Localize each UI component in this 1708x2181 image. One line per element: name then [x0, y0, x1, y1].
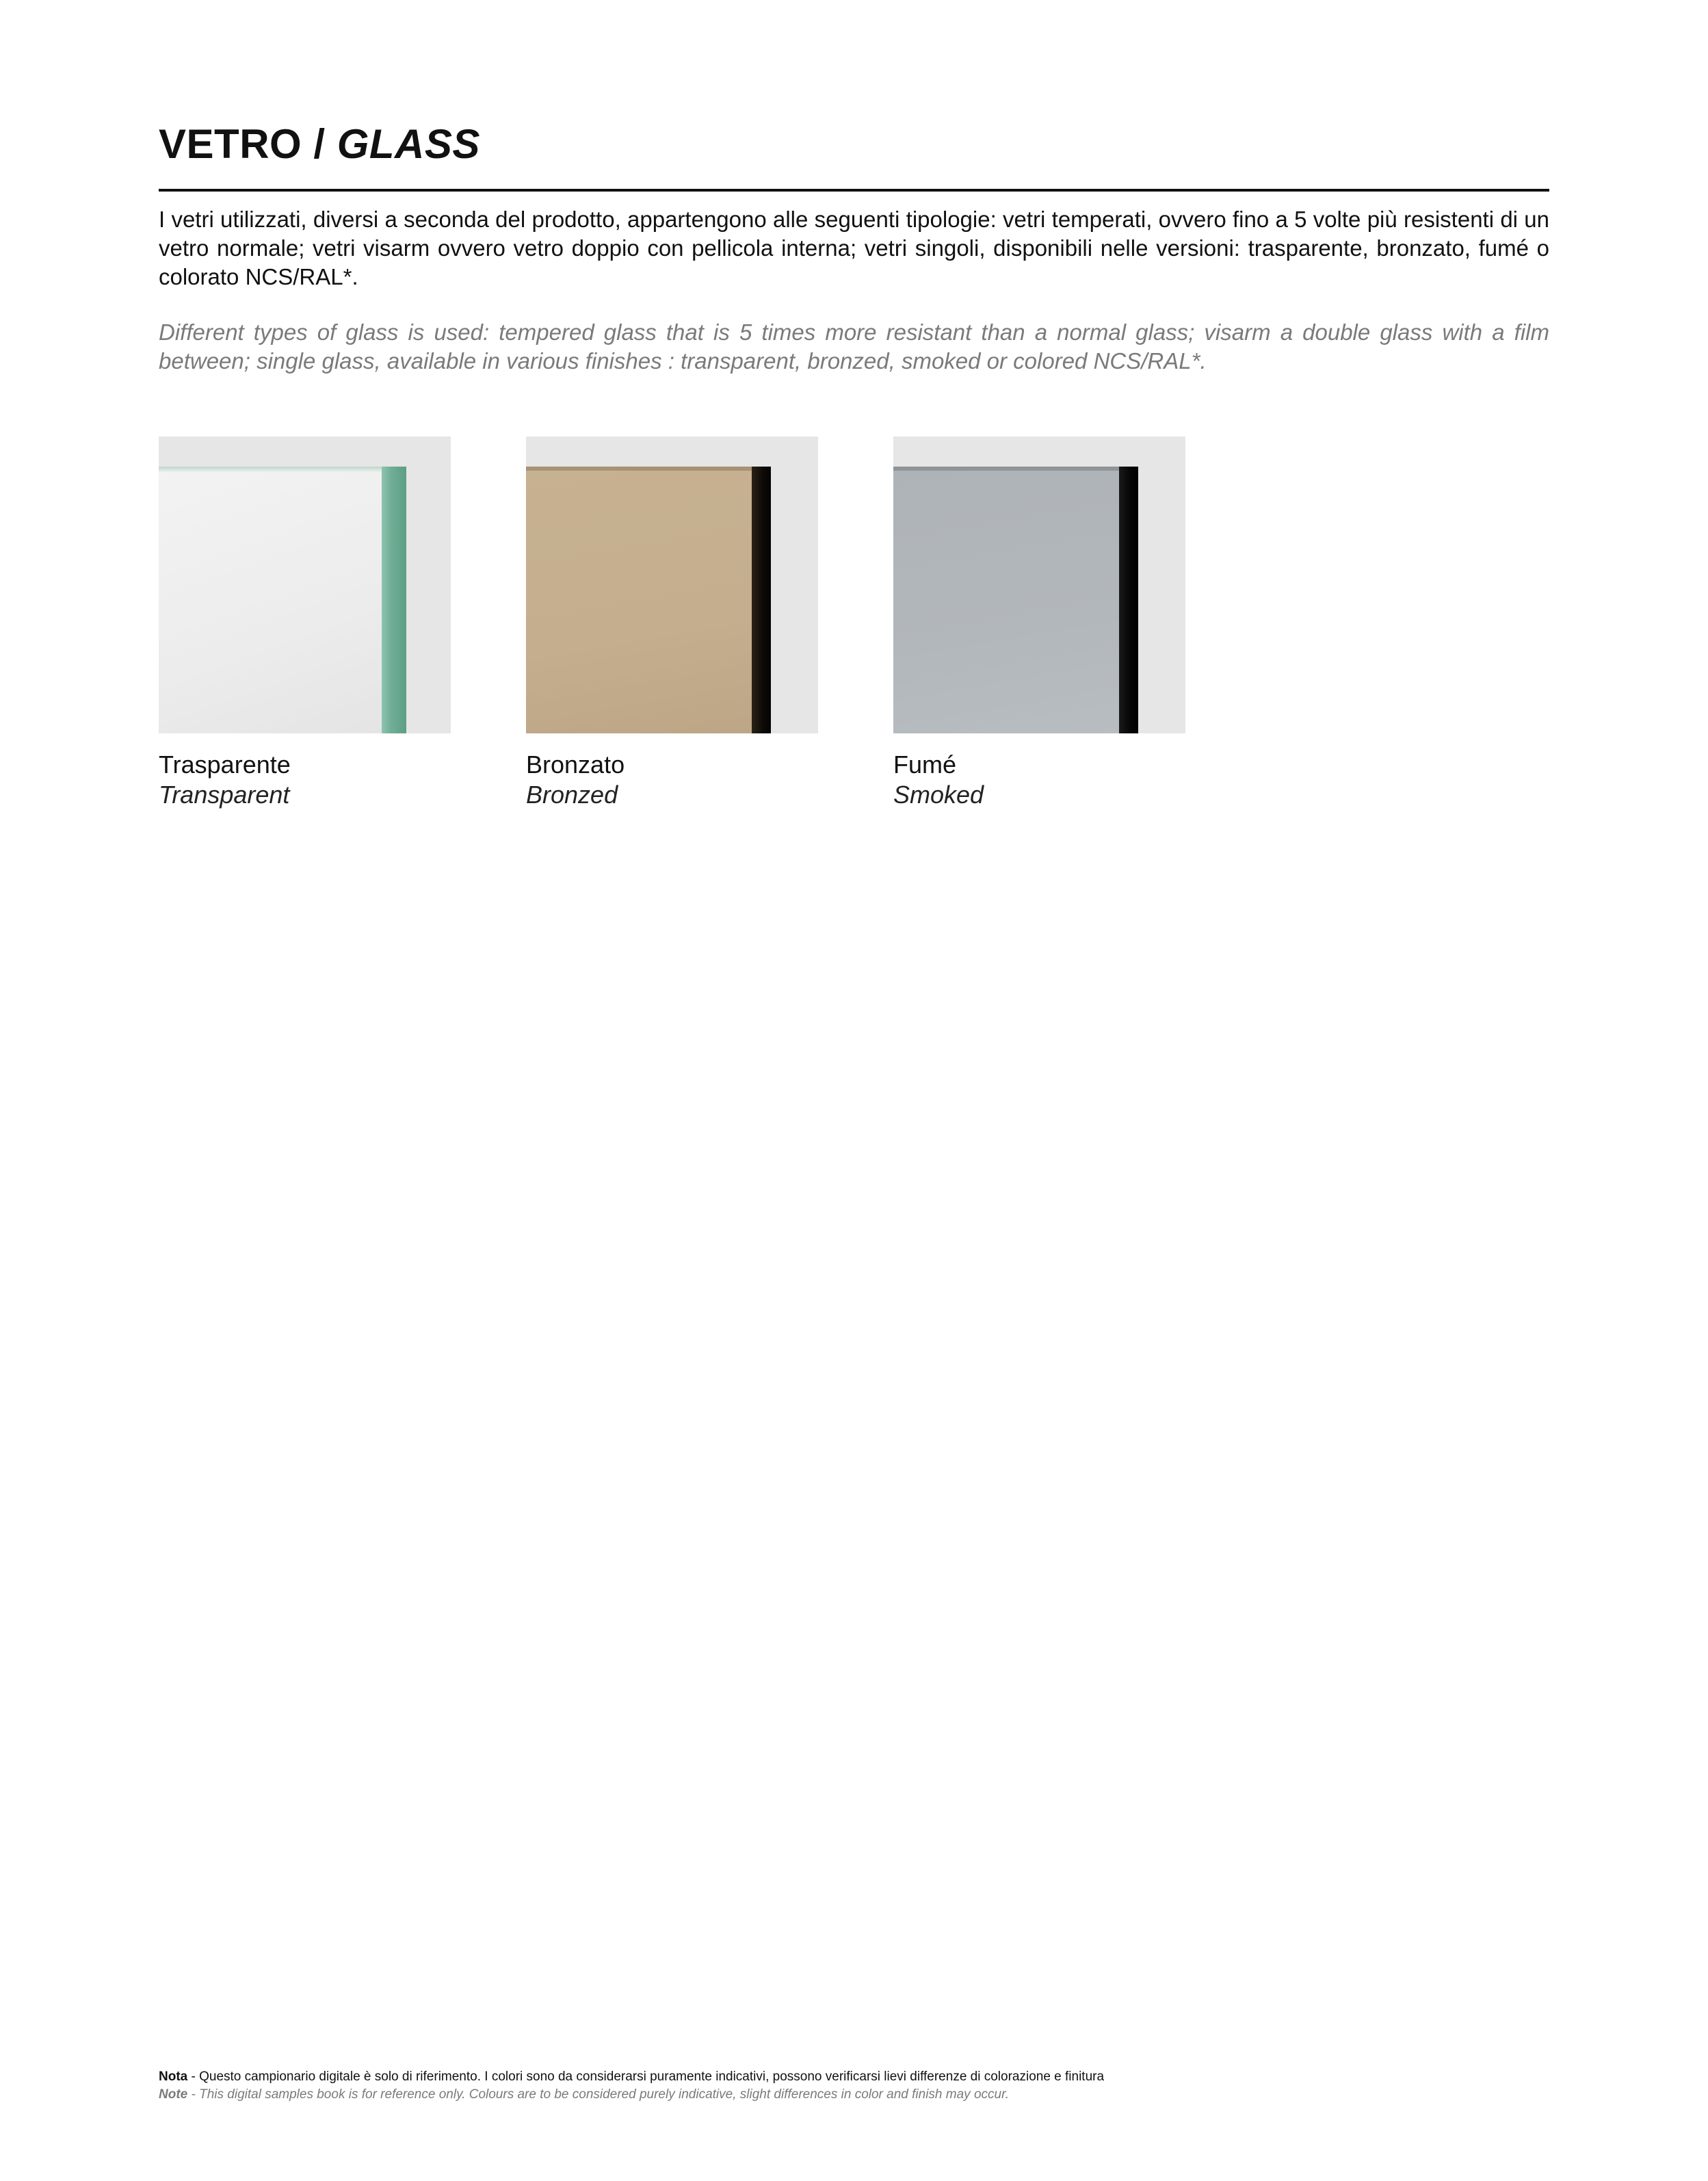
swatch-transparent [159, 436, 451, 810]
footer-note-text-en: - This digital samples book is for reference only. Colours are to be considered purely indicative, slight differences in color and finish may occur. [187, 2087, 1009, 2102]
page-title [159, 122, 480, 167]
footer-note-label-en: Note [159, 2087, 188, 2102]
swatch-transparent-name-it: Trasparente [159, 750, 291, 779]
swatch-transparent-name-en: Transparent [159, 781, 290, 809]
footer-note-label-it: Nota [159, 2069, 188, 2084]
footer-note-text-it: - Questo campionario digitale è solo di riferimento. I colori sono da considerarsi puramente indicativi, possono verificarsi lievi differenze di colorazione e finitura [187, 2069, 1105, 2084]
swatch-bronzed-name-en: Bronzed [526, 781, 618, 809]
swatch-smoked [893, 436, 1185, 810]
footer-note-english [159, 2086, 1549, 2104]
swatch-smoked-name-en: Smoked [893, 781, 984, 809]
title-english: GLASS [337, 121, 480, 167]
swatch-transparent-image [159, 436, 451, 733]
title-divider [159, 189, 1549, 192]
footer-note-italian [159, 2068, 1549, 2086]
swatch-bronzed-image [526, 436, 818, 733]
swatch-smoked-image [893, 436, 1185, 733]
swatch-bronzed [526, 436, 818, 810]
swatch-smoked-name-it: Fumé [893, 750, 957, 779]
intro-italian: I vetri utilizzati, diversi a seconda del prodotto, appartengono alle seguenti tipologie: vetri temperati, ovvero fino a 5 volte più resistenti di un vetro normale; vetri visarm ovvero vetro doppio con pellicola interna; vetri singoli, disponibili nelle versioni: trasparente, bronzato, fumé o colorato NCS/RAL*. [159, 207, 1549, 289]
title-italian: VETRO / [159, 121, 337, 167]
swatch-bronzed-name-it: Bronzato [526, 750, 625, 779]
intro-english: Different types of glass is used: tempered glass that is 5 times more resistant than a normal glass; visarm a double glass with a film between; single glass, available in various finishes : transparent, bronzed, smoked or colored NCS/RAL*. [159, 319, 1549, 374]
